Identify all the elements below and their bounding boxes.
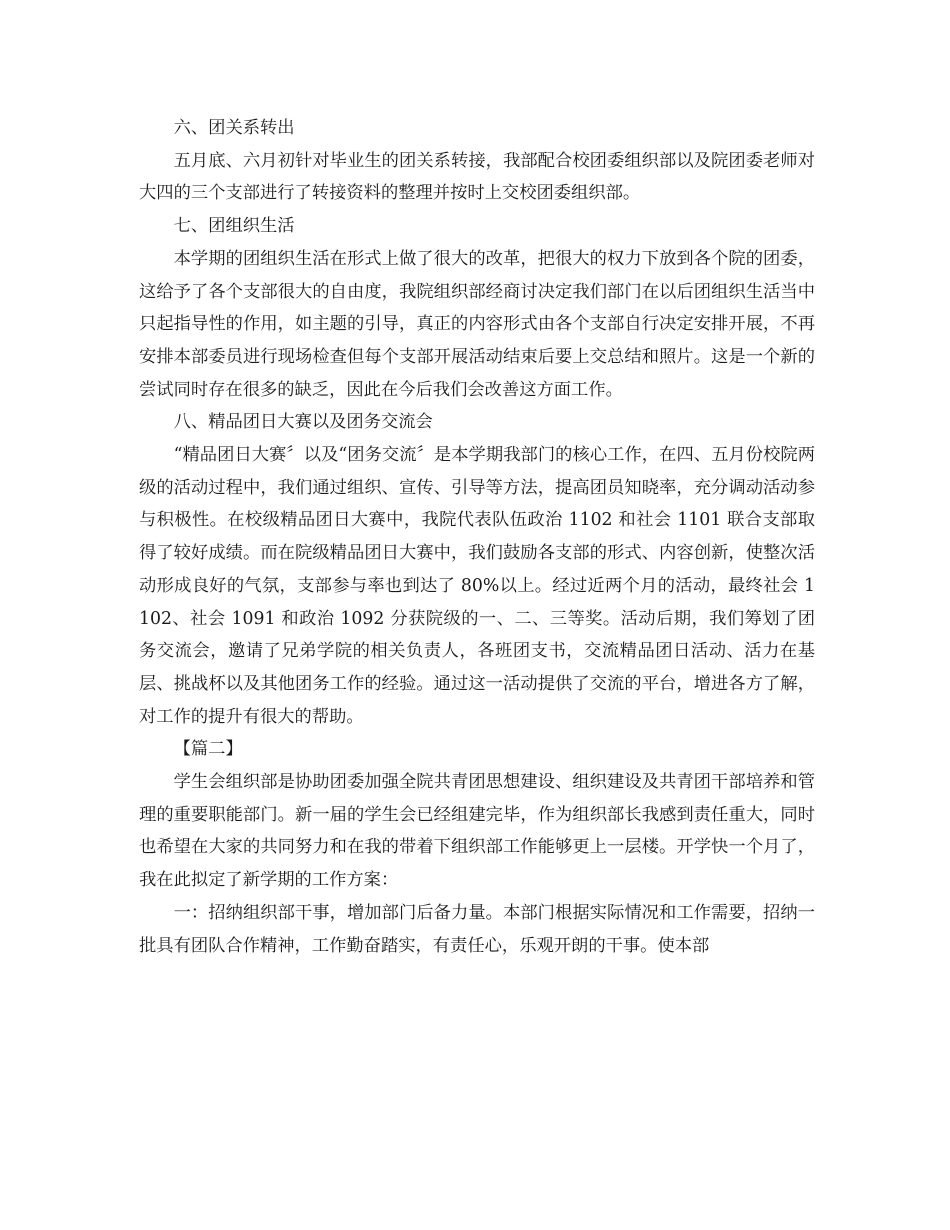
body-paragraph: 学生会组织部是协助团委加强全院共青团思想建设、组织建设及共青团干部培养和管理的重要职能部门。新一届的学生会已经组建完毕，作为组织部长我感到责任重大，同时也希望在大家的共同努力和在我的带着下组织部工作能够更上一层楼。开学快一个月了，我在此拟定了新学期的工作方案： — [139, 772, 815, 891]
body-paragraph: 本学期的团组织生活在形式上做了很大的改革，把很大的权力下放到各个院的团委，这给予了各个支部很大的自由度，我院组织部经商讨决定我们部门在以后团组织生活当中只起指导性的作用，如主题的引导，真正的内容形式由各个支部自行决定安排开展，不再安排本部委员进行现场检查但每个支部开展活动结束后要上交总结和照片。这是一个新的尝试同时存在很多的缺乏，因此在今后我们会改善这方面工作。 — [139, 248, 815, 400]
body-paragraph: 五月底、六月初针对毕业生的团关系转接，我部配合校团委组织部以及院团委老师对大四的三个支部进行了转接资料的整理并按时上交校团委组织部。 — [139, 150, 815, 204]
part-heading: 【篇二】 — [173, 739, 243, 760]
document-page — [139, 112, 815, 962]
section-heading-8: 八、精品团日大赛以及团务交流会 — [173, 412, 433, 433]
section-heading-6: 六、团关系转出 — [173, 118, 295, 138]
section-heading-7: 七、团组织生活 — [173, 216, 295, 237]
body-paragraph: “精品团日大赛〞以及“团务交流〞是本学期我部门的核心工作，在四、五月份校院两级的活动过程中，我们通过组织、宣传、引导等方法，提高团员知晓率，充分调动活动参与积极性。在校级精品团日大赛中，我院代表队伍政治 1102 和社会 1101 联合支部取得了较好成绩。而在院级精品团日大赛中，我们鼓励各支部的形式、内容创新，使整次活动形成良好的气氛，支部参与率也到达了 80%以上。经过近两个月的活动，最终社会 1102、社会 1091 和政治 1092 分获院级的一、二、三等奖。活动后期，我们筹划了团务交流会，邀请了兄弟学院的相关负责人，各班团支书，交流精品团日活动、活力在基层、挑战杯以及其他团务工作的经验。通过这一活动提供了交流的平台，增进各方了解，对工作的提升有很大的帮助。 — [139, 445, 815, 727]
body-paragraph: 一：招纳组织部干事，增加部门后备力量。本部门根据实际情况和工作需要，招纳一批具有团队合作精神，工作勤奋踏实，有责任心，乐观开朗的干事。使本部 — [139, 902, 815, 956]
